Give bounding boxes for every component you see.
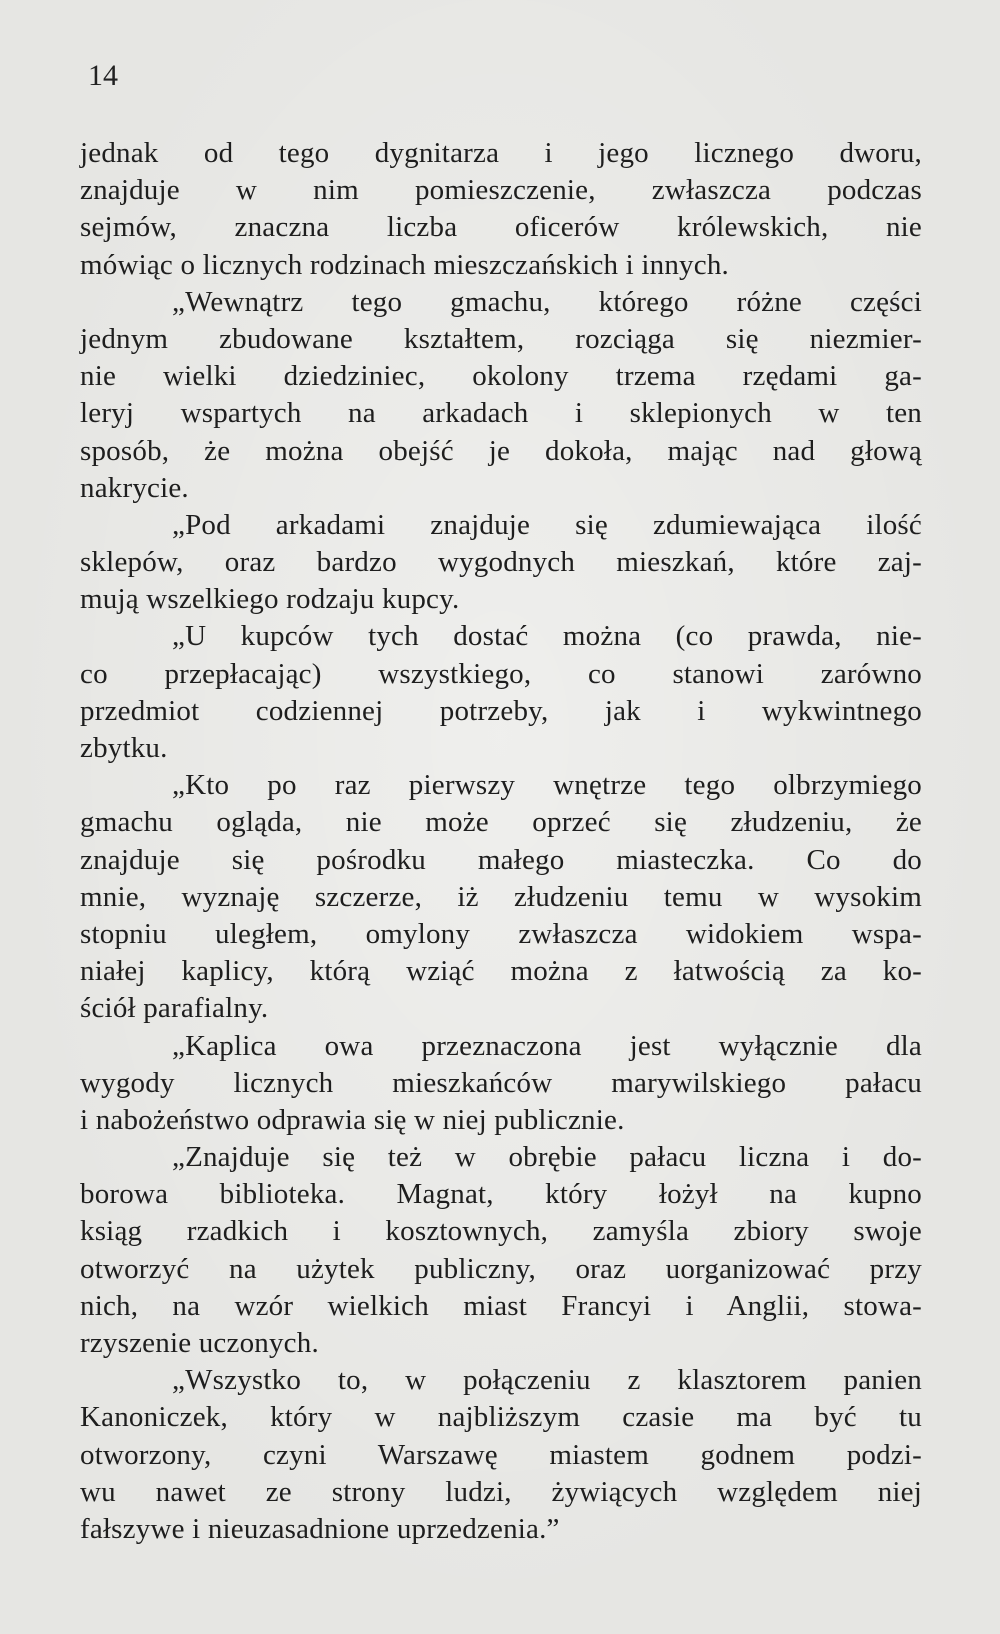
text-line: mówiąc o licznych rodzinach mieszczańskich i innych. xyxy=(80,248,729,281)
text-line: gmachu ogląda, nie może oprzeć się złudzeniu, że xyxy=(80,806,922,839)
text-line: niałej kaplicy, którą wziąć można z łatwością za ko- xyxy=(80,955,922,988)
body-text xyxy=(80,135,922,1548)
text-line: otworzyć na użytek publiczny, oraz uorganizować przy xyxy=(80,1252,922,1285)
text-line: sejmów, znaczna liczba oficerów królewskich, nie xyxy=(80,211,922,244)
text-line: sklepów, oraz bardzo wygodnych mieszkań, które zaj- xyxy=(80,546,922,579)
text-line: „Pod arkadami znajduje się zdumiewająca ilość xyxy=(172,508,922,541)
text-line: sposób, że można obejść je dokoła, mając nad głową xyxy=(80,434,922,467)
text-line: jednym zbudowane kształtem, rozciąga się niezmier- xyxy=(80,322,922,355)
text-line: Kanoniczek, który w najbliższym czasie ma być tu xyxy=(80,1401,922,1434)
text-line: znajduje się pośrodku małego miasteczka. Co do xyxy=(80,843,922,876)
text-line: wygody licznych mieszkańców marywilskiego pałacu xyxy=(80,1066,922,1099)
text-line: nie wielki dziedziniec, okolony trzema rzędami ga- xyxy=(80,360,922,393)
text-line: zbytku. xyxy=(80,732,168,764)
text-line: nich, na wzór wielkich miast Francyi i Anglii, stowa- xyxy=(80,1289,922,1322)
text-line: stopniu uległem, omylony zwłaszcza widokiem wspa- xyxy=(80,917,922,950)
text-line: borowa biblioteka. Magnat, który łożył na kupno xyxy=(80,1178,922,1211)
text-line: i nabożeństwo odprawia się w niej publicznie. xyxy=(80,1103,625,1136)
text-line: rzyszenie uczonych. xyxy=(80,1327,319,1359)
text-line: jednak od tego dygnitarza i jego licznego dworu, xyxy=(80,137,922,169)
text-line: „Wewnątrz tego gmachu, którego różne części xyxy=(172,285,922,318)
text-line: mnie, wyznaję szczerze, iż złudzeniu temu w wysokim xyxy=(80,880,922,913)
text-line: „Kto po raz pierwszy wnętrze tego olbrzymiego xyxy=(172,769,922,802)
text-line: znajduje w nim pomieszczenie, zwłaszcza podczas xyxy=(80,174,922,207)
text-line: nakrycie. xyxy=(80,471,189,504)
text-line: mują wszelkiego rodzaju kupcy. xyxy=(80,583,460,616)
text-line: wu nawet ze strony ludzi, żywiących względem niej xyxy=(80,1475,922,1508)
text-line: „Wszystko to, w połączeniu z klasztorem panien xyxy=(172,1364,922,1397)
text-line: ksiąg rzadkich i kosztownych, zamyśla zbiory swoje xyxy=(80,1215,922,1248)
text-line: „U kupców tych dostać można (co prawda, nie- xyxy=(172,620,922,653)
text-line: leryj wspartych na arkadach i sklepionych w ten xyxy=(80,397,922,430)
text-line: fałszywe i nieuzasadnione uprzedzenia.” xyxy=(80,1512,560,1545)
text-line: przedmiot codziennej potrzeby, jak i wykwintnego xyxy=(80,694,922,727)
text-line: ściół parafialny. xyxy=(80,992,269,1025)
text-line: co przepłacając) wszystkiego, co stanowi zarówno xyxy=(80,657,922,690)
text-line: otworzony, czyni Warszawę miastem godnem podzi- xyxy=(80,1438,922,1471)
text-line: „Znajduje się też w obrębie pałacu liczna i do- xyxy=(172,1141,922,1174)
text-line: „Kaplica owa przeznaczona jest wyłącznie dla xyxy=(172,1029,922,1062)
page-number: 14 xyxy=(88,59,118,92)
